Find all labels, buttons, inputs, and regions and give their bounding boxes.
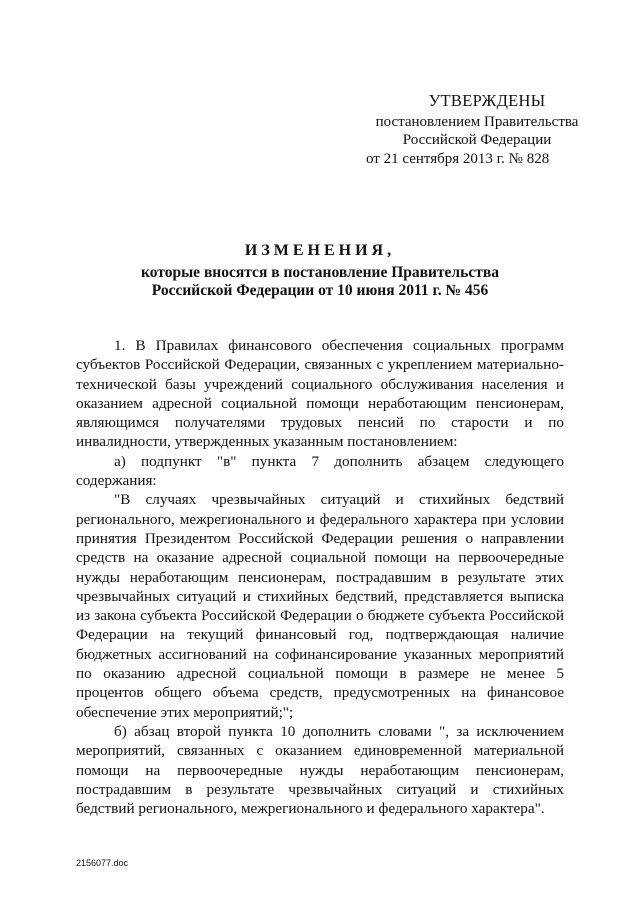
title-subtitle-1: которые вносятся в постановление Правительства [141,263,499,281]
title-main: ИЗМЕНЕНИЯ, [244,242,396,259]
document-title [60,242,580,301]
paragraph-2: а) подпункт "в" пункта 7 дополнить абзацем следующего содержания: [76,452,564,490]
document-body [76,336,564,818]
paragraph-3: "В случаях чрезвычайных ситуаций и стихийных бедствий регионального, межрегионального и федерального характера при условии принятия Президентом Российской Федерации решения о направлении средств на оказание адресной социальной помощи на первоочередные нужды неработающим пенсионерам, пострадавшим в результате этих чрезвычайных ситуаций и стихийных бедствий, представляется выписка из закона субъекта Российской Федерации о бюджете субъекта Российской Федерации на текущий финансовый год, подтверждающая наличие бюджетных ассигнований на софинансирование указанных мероприятий по оказанию адресной социальной помощи в размере не менее 5 процентов общего объема средств, предусмотренных на финансовое обеспечение этих мероприятий;"; [76,491,564,721]
paragraph-1: 1. В Правилах финансового обеспечения социальных программ субъектов Российской Федерации, связанных с укреплением материально-технической базы учреждений социального обслуживания населения и оказанием адресной социальной помощи неработающим пенсионерам, являющимся получателями трудовых пенсий по старости и по инвалидности, утвержденных указанным постановлением: [76,337,564,451]
approval-date: от 21 сентября 2013 г. № 828 [366,150,550,167]
paragraph-4: б) абзац второй пункта 10 дополнить словами ", за исключением мероприятий, связанных с оказанием единовременной материальной помощи на первоочередные нужды неработающим пенсионерам, пострадавшим в результате чрезвычайных ситуаций и стихийных бедствий регионального, межрегионального и федерального характера". [76,722,564,818]
approval-heading: УТВЕРЖДЕНЫ [428,91,546,110]
title-subtitle-2: Российской Федерации от 10 июня 2011 г. № 456 [151,282,489,299]
approval-line-2: Российской Федерации [402,132,552,148]
approval-line-1: постановлением Правительства [375,113,579,130]
approval-stamp [352,92,602,168]
footer-filename: 2156077.doc [76,858,129,868]
